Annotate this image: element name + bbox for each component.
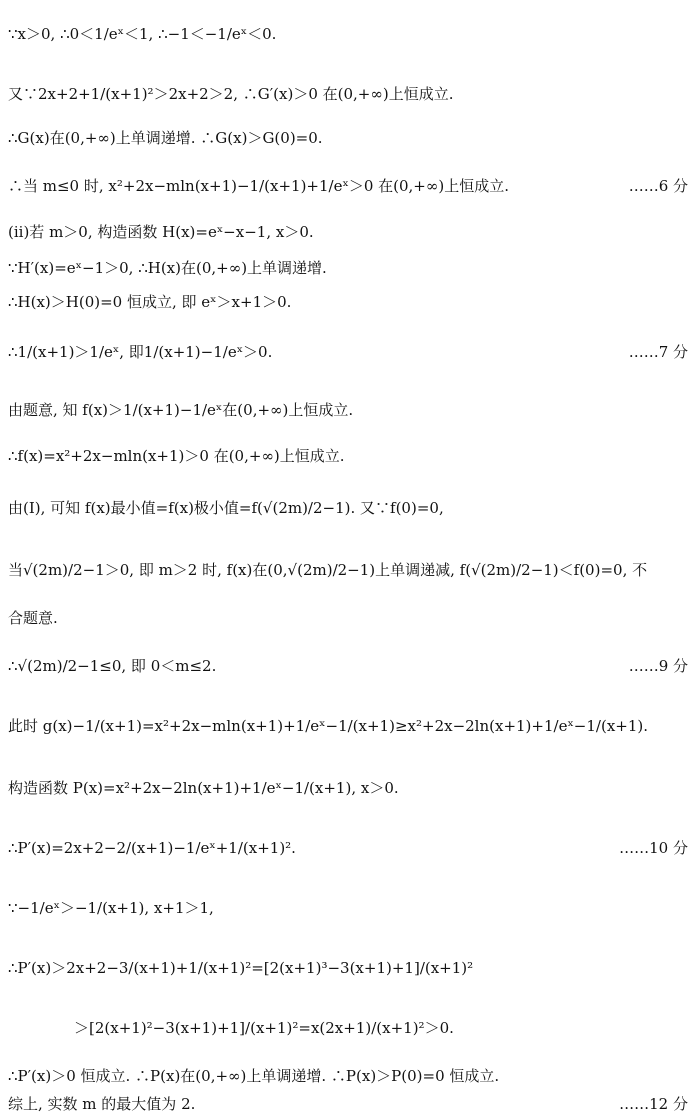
line-text: 由题意, 知 f(x)＞1/(x+1)−1/eˣ在(0,+∞)上恒成立. xyxy=(8,401,354,419)
line-text: ＞[2(x+1)²−3(x+1)+1]/(x+1)²=x(2x+1)/(x+1)²＞0. xyxy=(74,1019,454,1037)
solution-line xyxy=(8,400,688,420)
solution-line xyxy=(8,258,688,278)
solution-line xyxy=(8,128,688,148)
line-text: ∴P′(x)＞0 恒成立. ∴P(x)在(0,+∞)上单调递增. ∴P(x)＞P(0)=0 恒成立. xyxy=(8,1067,500,1085)
solution-line xyxy=(8,898,688,918)
line-text: ∴1/(x+1)＞1/eˣ, 即1/(x+1)−1/eˣ＞0. xyxy=(8,343,273,361)
line-text: 又∵2x+2+1/(x+1)²＞2x+2＞2, ∴G′(x)＞0 在(0,+∞)上恒成立. xyxy=(8,85,454,103)
line-text: ∴H(x)＞H(0)=0 恒成立, 即 eˣ＞x+1＞0. xyxy=(8,293,292,311)
solution-line xyxy=(8,176,688,196)
solution-line xyxy=(8,608,688,628)
solution-line xyxy=(74,1018,688,1038)
solution-line xyxy=(8,778,688,798)
score-mark: ……7 分 xyxy=(628,343,688,361)
line-text: ∴当 m≤0 时, x²+2x−mln(x+1)−1/(x+1)+1/eˣ＞0 在(0,+∞)上恒成立. xyxy=(8,177,509,195)
line-text: ∵x＞0, ∴0＜1/eˣ＜1, ∴−1＜−1/eˣ＜0. xyxy=(8,25,277,43)
score-mark: ……12 分 xyxy=(619,1095,688,1113)
line-text: 构造函数 P(x)=x²+2x−2ln(x+1)+1/eˣ−1/(x+1), x＞0. xyxy=(8,779,399,797)
line-text: ∴P′(x)＞2x+2−3/(x+1)+1/(x+1)²=[2(x+1)³−3(x+1)+1]/(x+1)² xyxy=(8,959,474,977)
line-text: ∴G(x)在(0,+∞)上单调递增. ∴G(x)＞G(0)=0. xyxy=(8,129,323,147)
solution-line xyxy=(8,656,688,676)
line-text: 当√(2m)/2−1＞0, 即 m＞2 时, f(x)在(0,√(2m)/2−1)上单调递减, f(√(2m)/2−1)＜f(0)=0, 不 xyxy=(8,561,648,579)
score-mark: ……10 分 xyxy=(619,839,688,857)
solution-line xyxy=(8,84,688,104)
solution-line xyxy=(8,222,688,242)
solution-line xyxy=(8,292,688,312)
score-mark: ……6 分 xyxy=(628,177,688,195)
solution-line xyxy=(8,560,688,580)
line-text: 由(Ⅰ), 可知 f(x)最小值=f(x)极小值=f(√(2m)/2−1). 又∵f(0)=0, xyxy=(8,499,444,517)
score-mark: ……9 分 xyxy=(628,657,688,675)
solution-line xyxy=(8,958,688,978)
solution-line xyxy=(8,716,688,736)
line-text: ∴P′(x)=2x+2−2/(x+1)−1/eˣ+1/(x+1)². xyxy=(8,839,296,857)
solution-line xyxy=(8,838,688,858)
line-text: ∵H′(x)=eˣ−1＞0, ∴H(x)在(0,+∞)上单调递增. xyxy=(8,259,327,277)
solution-line xyxy=(8,446,688,466)
line-text: ∵−1/eˣ＞−1/(x+1), x+1＞1, xyxy=(8,899,214,917)
solution-line xyxy=(8,498,688,518)
line-text: 此时 g(x)−1/(x+1)=x²+2x−mln(x+1)+1/eˣ−1/(x+1)≥x²+2x−2ln(x+1)+1/eˣ−1/(x+1). xyxy=(8,717,649,735)
solution-line xyxy=(8,1066,688,1086)
solution-line xyxy=(8,24,688,44)
line-text: 合题意. xyxy=(8,609,58,627)
solution-line xyxy=(8,1094,688,1114)
line-text: (ii)若 m＞0, 构造函数 H(x)=eˣ−x−1, x＞0. xyxy=(8,223,314,241)
line-text: ∴f(x)=x²+2x−mln(x+1)＞0 在(0,+∞)上恒成立. xyxy=(8,447,345,465)
solution-line xyxy=(8,342,688,362)
line-text: 综上, 实数 m 的最大值为 2. xyxy=(8,1095,196,1113)
line-text: ∴√(2m)/2−1≤0, 即 0＜m≤2. xyxy=(8,657,217,675)
